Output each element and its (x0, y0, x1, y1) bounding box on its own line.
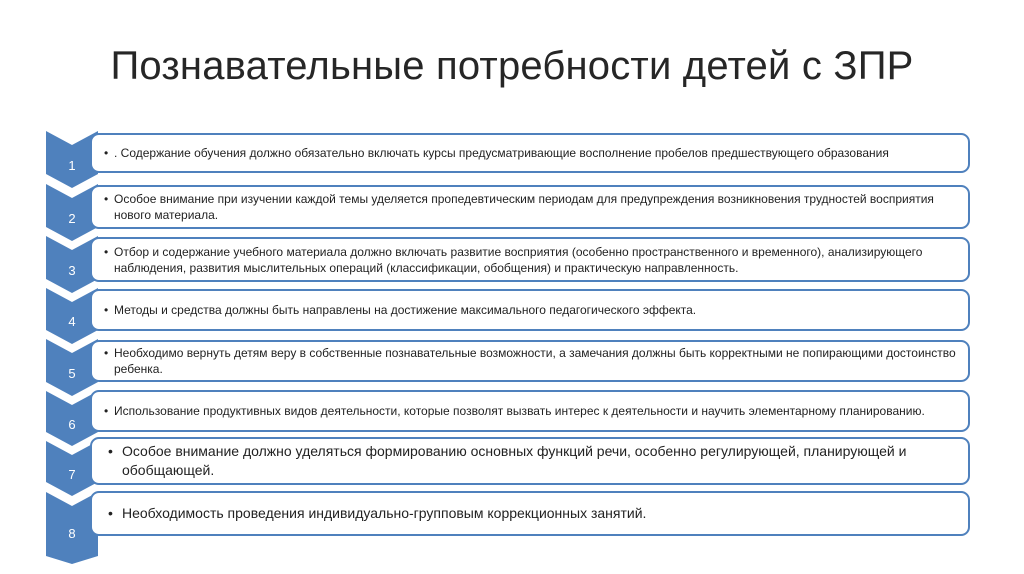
step-box (90, 390, 970, 432)
step-text: Использование продуктивных видов деятельности, которые позволят вызвать интерес к деятельности и научить элементарному планированию. (114, 404, 925, 418)
step-number: 3 (68, 263, 76, 278)
step-number: 7 (68, 467, 76, 482)
step-text: . Содержание обучения должно обязательно включать курсы предусматривающие восполнение пробелов предшествующего образования (114, 146, 889, 160)
step-text: Необходимо вернуть детям веру в собственные познавательные возможности, а замечания должны быть корректными не попирающими достоинство ребенка. (114, 346, 956, 376)
step-box (90, 340, 970, 382)
bullet: • (104, 146, 109, 160)
bullet: • (104, 303, 109, 317)
bullet: • (104, 192, 109, 206)
step-number: 5 (68, 366, 76, 381)
step-number: 8 (68, 526, 76, 541)
bullet: • (104, 346, 109, 360)
step-box (90, 289, 970, 331)
step-text: Особое внимание при изучении каждой темы уделяется пропедевтическим периодам для предупреждения возникновения трудностей восприятия нового материала. (114, 192, 934, 222)
bullet: • (108, 505, 113, 521)
step-number: 1 (68, 158, 76, 173)
step-number: 4 (68, 314, 76, 329)
bullet: • (108, 443, 113, 459)
step-box (90, 185, 970, 229)
page-title: Познавательные потребности детей с ЗПР (110, 44, 914, 88)
bullet: • (104, 244, 109, 259)
step-box (90, 437, 970, 485)
step-box (90, 491, 970, 536)
step-text: Необходимость проведения индивидуально-групповым коррекционных занятий. (122, 505, 647, 521)
step-number: 2 (68, 211, 76, 226)
step-box (90, 133, 970, 173)
step-text: Отбор и содержание учебного материала должно включать развитие восприятия (особенно пространственного и временного), анализирующего наблюдения, развития мыслительных операций (классификации, обобщения) и практическую направленность. (114, 244, 923, 275)
step-text: Особое внимание должно уделяться формированию основных функций речи, особенно регулирующей, планирующей и обобщающей. (122, 443, 907, 478)
step-number: 6 (68, 417, 76, 432)
bullet: • (104, 404, 109, 418)
step-text: Методы и средства должны быть направлены на достижение максимального педагогического эффекта. (114, 303, 697, 317)
step-box (90, 237, 970, 282)
